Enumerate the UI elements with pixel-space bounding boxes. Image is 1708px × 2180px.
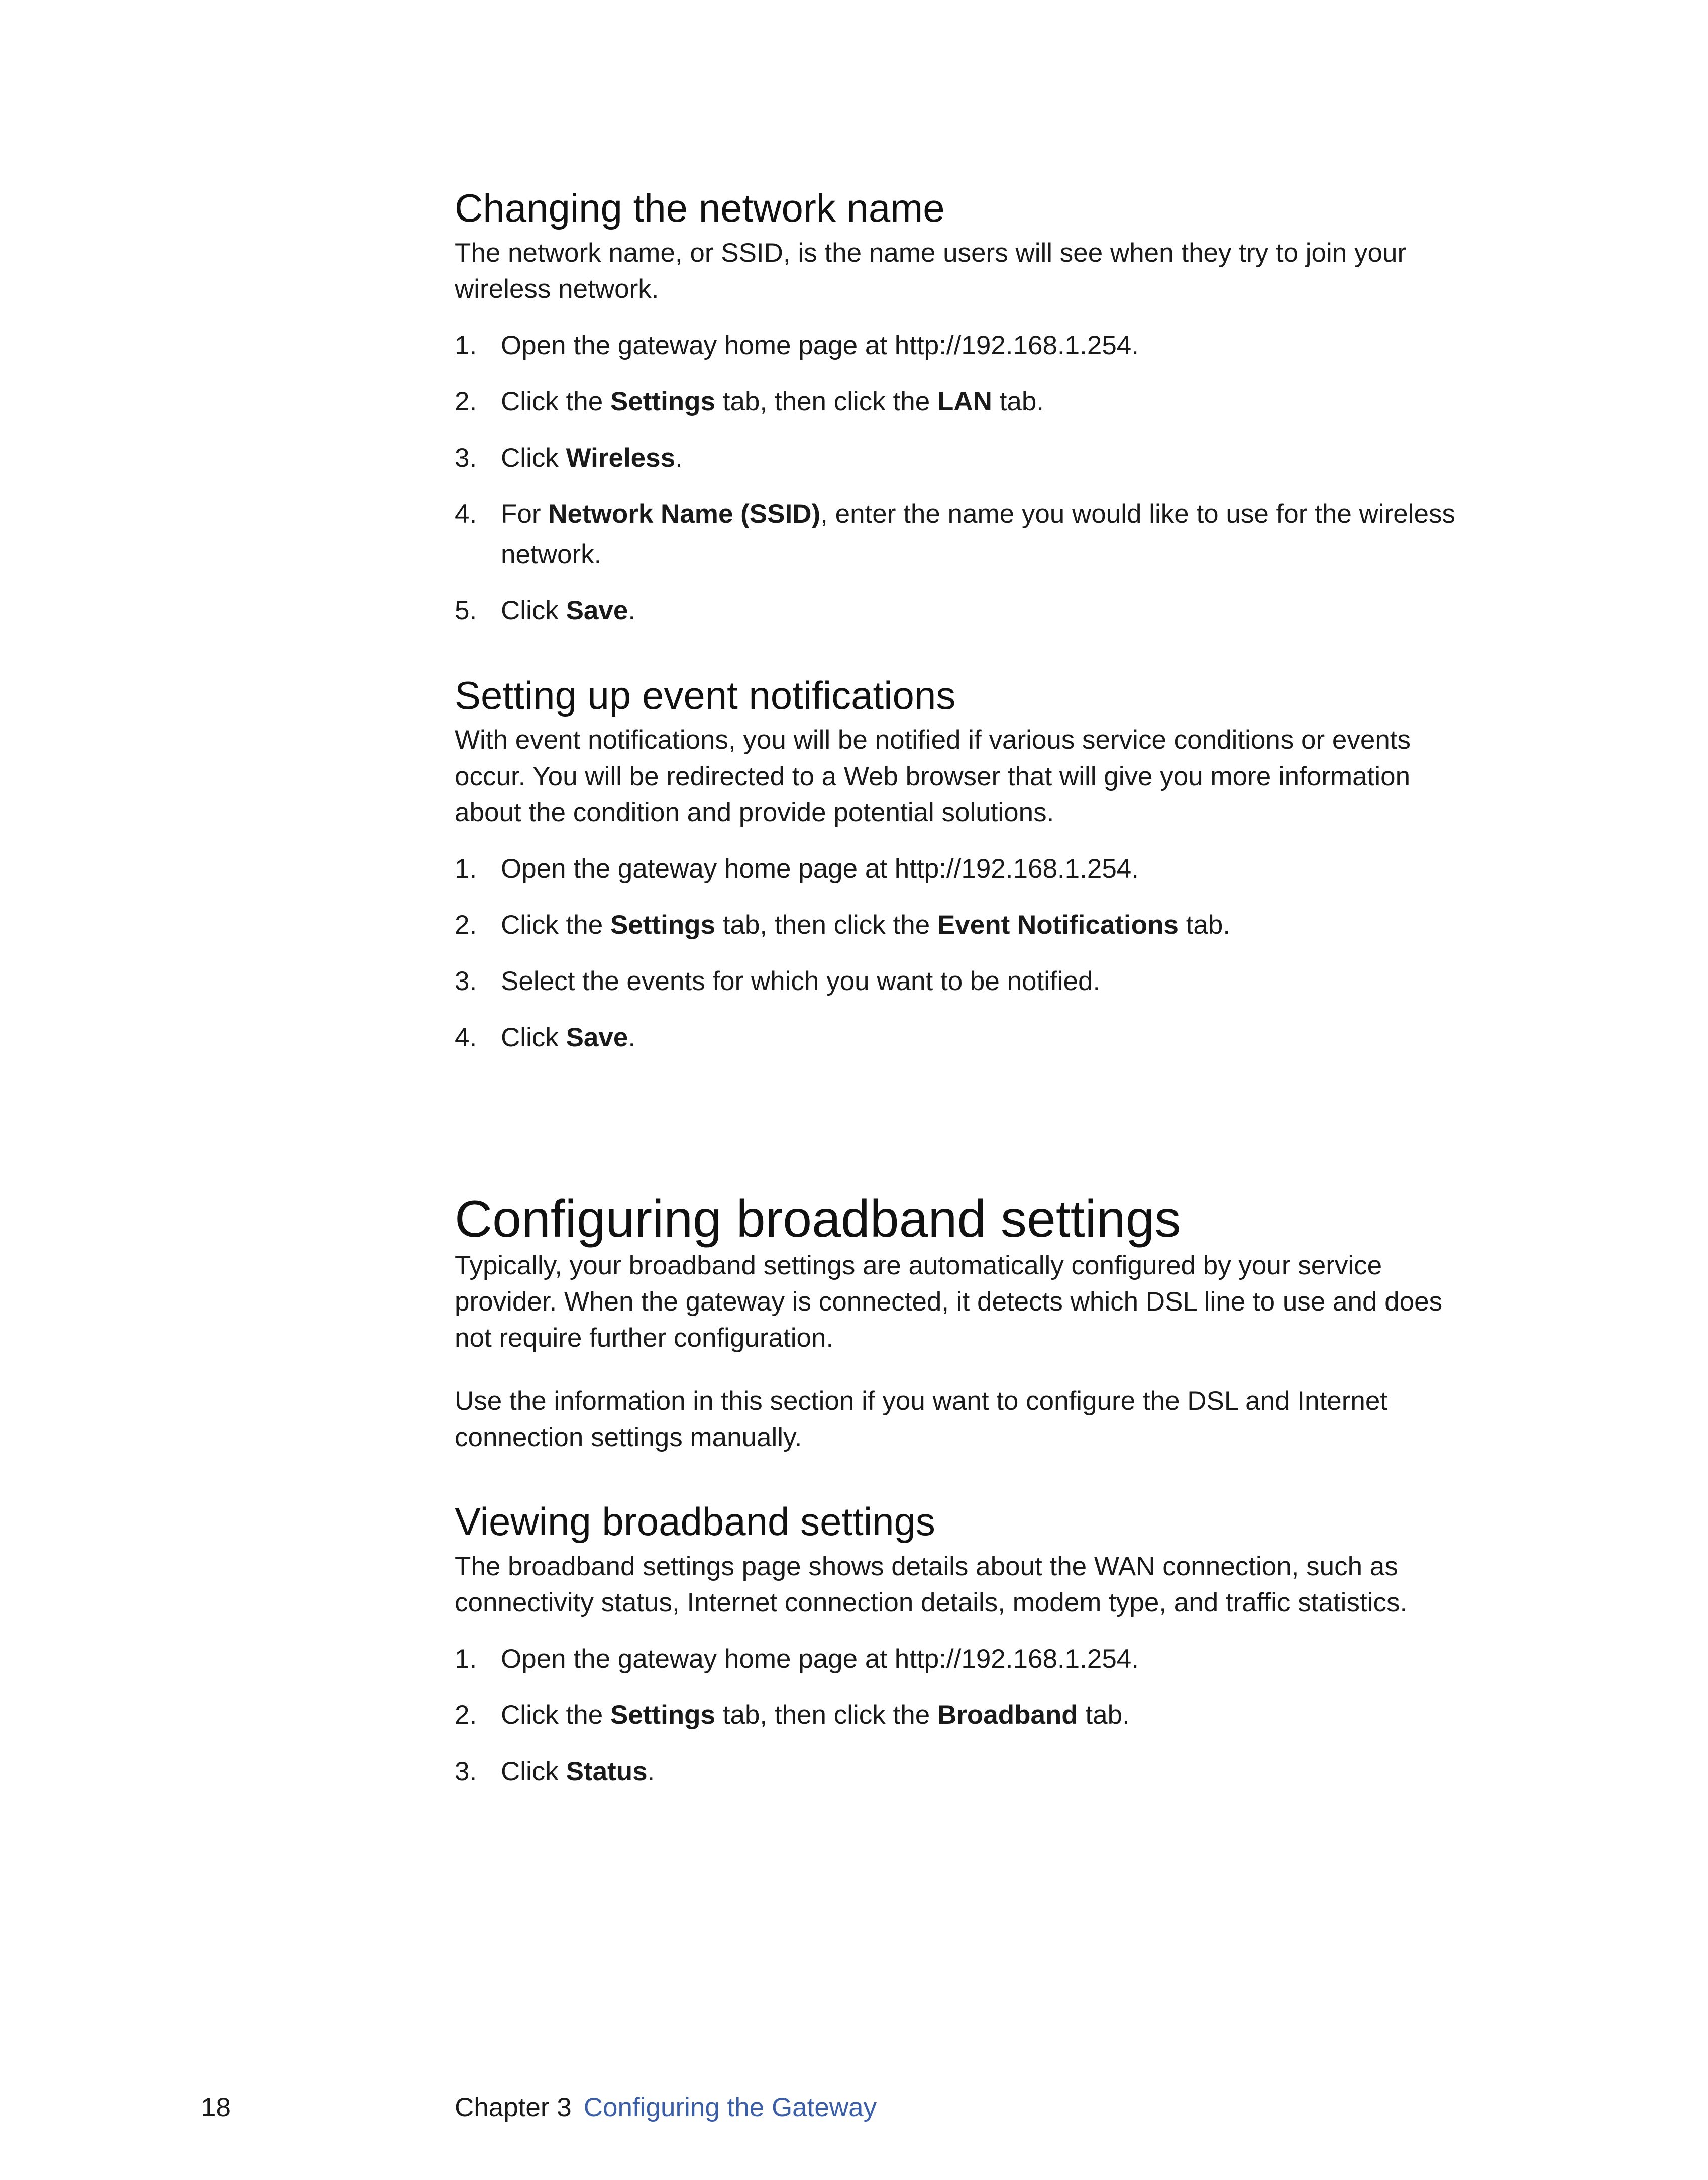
list-item: 5. Click Save. — [455, 595, 636, 625]
list-item: 1. Open the gateway home page at http://192.168.1.254. — [455, 1644, 1139, 1674]
event-notifications-steps — [455, 849, 1530, 1058]
list-item: 3. Click Wireless. — [455, 443, 683, 473]
list-item: 4. For Network Name (SSID), enter the name you would like to use for the wireless network. — [455, 499, 1455, 569]
heading-network-name: Changing the network name — [455, 186, 945, 230]
section-viewing-broadband — [455, 1499, 1530, 1808]
chapter-title-link[interactable]: Configuring the Gateway — [583, 2093, 877, 2122]
broadband-para-1: Typically, your broadband settings are automatically configured by your service provider. When the gateway is connected, it detects which DSL line to use and does not require further configuration. — [455, 1251, 1443, 1353]
viewing-broadband-steps — [455, 1639, 1530, 1792]
heading-broadband: Configuring broadband settings — [455, 1190, 1181, 1248]
viewing-broadband-intro: The broadband settings page shows details about the WAN connection, such as connectivity status, Internet connection details, modem type, and traffic statistics. — [455, 1551, 1408, 1617]
section-network-name — [455, 186, 1530, 647]
list-item: 1. Open the gateway home page at http://192.168.1.254. — [455, 853, 1139, 884]
heading-event-notifications: Setting up event notifications — [455, 673, 956, 717]
section-event-notifications — [455, 673, 1530, 1074]
network-name-intro: The network name, or SSID, is the name users will see when they try to join your wireless network. — [455, 238, 1407, 304]
list-item: 2. Click the Settings tab, then click the LAN tab. — [455, 386, 1044, 416]
heading-viewing-broadband: Viewing broadband settings — [455, 1499, 935, 1544]
footer-chapter — [455, 2092, 877, 2123]
list-item: 3. Select the events for which you want to be notified. — [455, 966, 1101, 996]
chapter-label: Chapter 3 — [455, 2093, 572, 2122]
broadband-para-2: Use the information in this section if you want to configure the DSL and Internet connection settings manually. — [455, 1386, 1388, 1453]
list-item: 1. Open the gateway home page at http://192.168.1.254. — [455, 330, 1139, 360]
network-name-steps — [455, 325, 1530, 631]
list-item: 2. Click the Settings tab, then click the Event Notifications tab. — [455, 910, 1231, 940]
section-broadband — [455, 1190, 1530, 1456]
list-item: 3. Click Status. — [455, 1756, 655, 1786]
event-notifications-intro: With event notifications, you will be notified if various service conditions or events occur. You will be redirected to a Web browser that will give you more information about the condition and provide potential solutions. — [455, 725, 1411, 827]
page-number: 18 — [201, 2093, 231, 2122]
list-item: 2. Click the Settings tab, then click the Broadband tab. — [455, 1700, 1130, 1730]
list-item: 4. Click Save. — [455, 1022, 636, 1052]
